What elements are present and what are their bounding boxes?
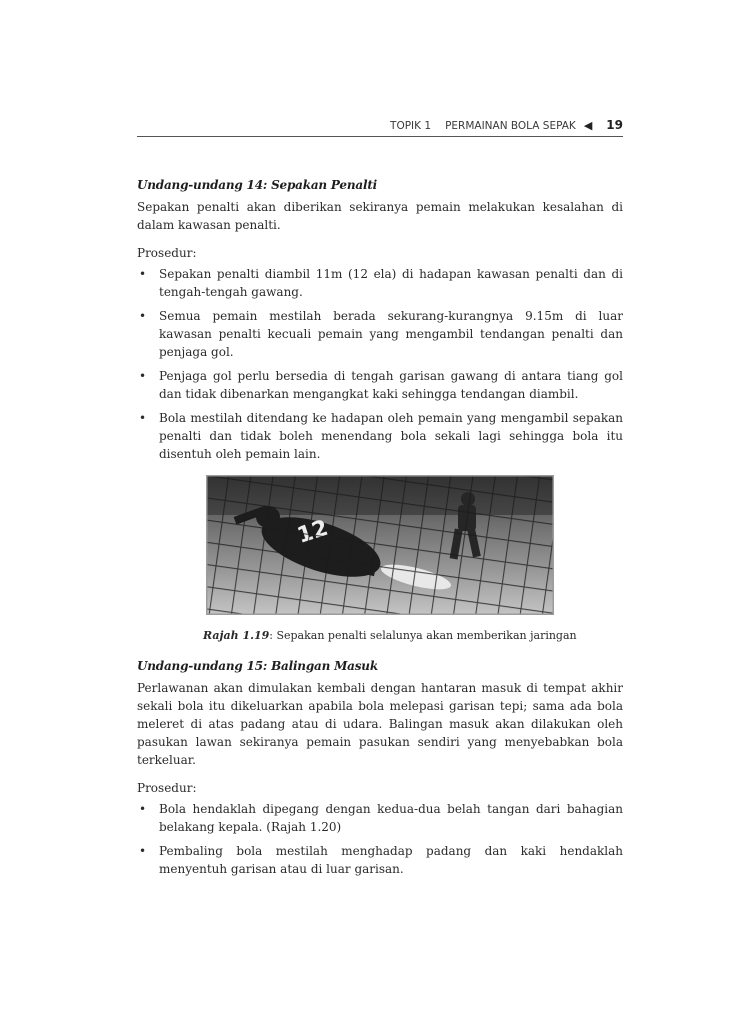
procedure-list-law-15 xyxy=(137,800,623,878)
list-item xyxy=(137,800,623,836)
list-item-text: Pembaling bola mestilah menghadap padang dan kaki hendaklah menyentuh garisan atau di luar garisan. xyxy=(159,844,623,876)
list-item-text: Penjaga gol perlu bersedia di tengah garisan gawang di antara tiang gol dan tidak dibenarkan mengangkat kaki sehingga tendangan diambil. xyxy=(159,369,623,401)
page-body xyxy=(137,178,623,884)
penalty-kick-photo xyxy=(206,475,554,615)
list-item xyxy=(137,409,623,463)
header-title: PERMAINAN BOLA SEPAK xyxy=(445,120,576,132)
list-item xyxy=(137,307,623,361)
bullet-icon: • xyxy=(139,844,147,858)
list-item-text: Bola mestilah ditendang ke hadapan oleh pemain yang mengambil sepakan penalti dan tidak boleh menendang bola sekali lagi sehingga bola itu disentuh oleh pemain lain. xyxy=(159,411,623,461)
photo-illustration xyxy=(206,475,554,615)
section-intro-law-14: Sepakan penalti akan diberikan sekiranya pemain melakukan kesalahan di dalam kawasan penalti. xyxy=(137,200,623,232)
bullet-icon: • xyxy=(139,369,147,383)
goal-net xyxy=(206,475,554,615)
section-heading-law-14: Undang-undang 14: Sepakan Penalti xyxy=(137,178,378,192)
list-item xyxy=(137,842,623,878)
figure-caption xyxy=(203,627,623,645)
list-item-text: Sepakan penalti diambil 11m (12 ela) di hadapan kawasan penalti dan di tengah-tengah gawang. xyxy=(159,267,623,299)
figure-caption-label: Rajah 1.19 xyxy=(203,629,270,642)
header-text xyxy=(390,118,623,132)
list-item-text: Bola hendaklah dipegang dengan kedua-dua belah tangan dari bahagian belakang kepala. (Rajah 1.20) xyxy=(159,802,623,834)
procedure-label: Prosedur: xyxy=(137,246,197,260)
procedure-list-law-14 xyxy=(137,265,623,463)
page-header xyxy=(137,118,623,137)
list-item-text: Semua pemain mestilah berada sekurang-kurangnya 9.15m di luar kawasan penalti kecuali pemain yang mengambil tendangan penalti dan penjaga gol. xyxy=(159,309,623,359)
figure-caption-text: : Sepakan penalti selalunya akan memberikan jaringan xyxy=(269,629,577,642)
header-topic: TOPIK 1 xyxy=(390,120,432,132)
bullet-icon: • xyxy=(139,309,147,323)
procedure-label: Prosedur: xyxy=(137,781,197,795)
list-item xyxy=(137,265,623,301)
bullet-icon: • xyxy=(139,267,147,281)
section-intro-law-15: Perlawanan akan dimulakan kembali dengan hantaran masuk di tempat akhir sekali bola itu dikeluarkan apabila bola melepasi garisan tepi; sama ada bola meleret di atas padang atau di udara. Balingan masuk akan dilakukan oleh pasukan lawan sekiranya pemain pasukan sendiri yang menyebabkan bola terkeluar. xyxy=(137,681,623,767)
page-number: 19 xyxy=(606,118,623,132)
bullet-icon: • xyxy=(139,411,147,425)
bullet-icon: • xyxy=(139,802,147,816)
left-triangle-icon: ◀ xyxy=(583,119,593,132)
list-item xyxy=(137,367,623,403)
section-heading-law-15: Undang-undang 15: Balingan Masuk xyxy=(137,659,378,673)
